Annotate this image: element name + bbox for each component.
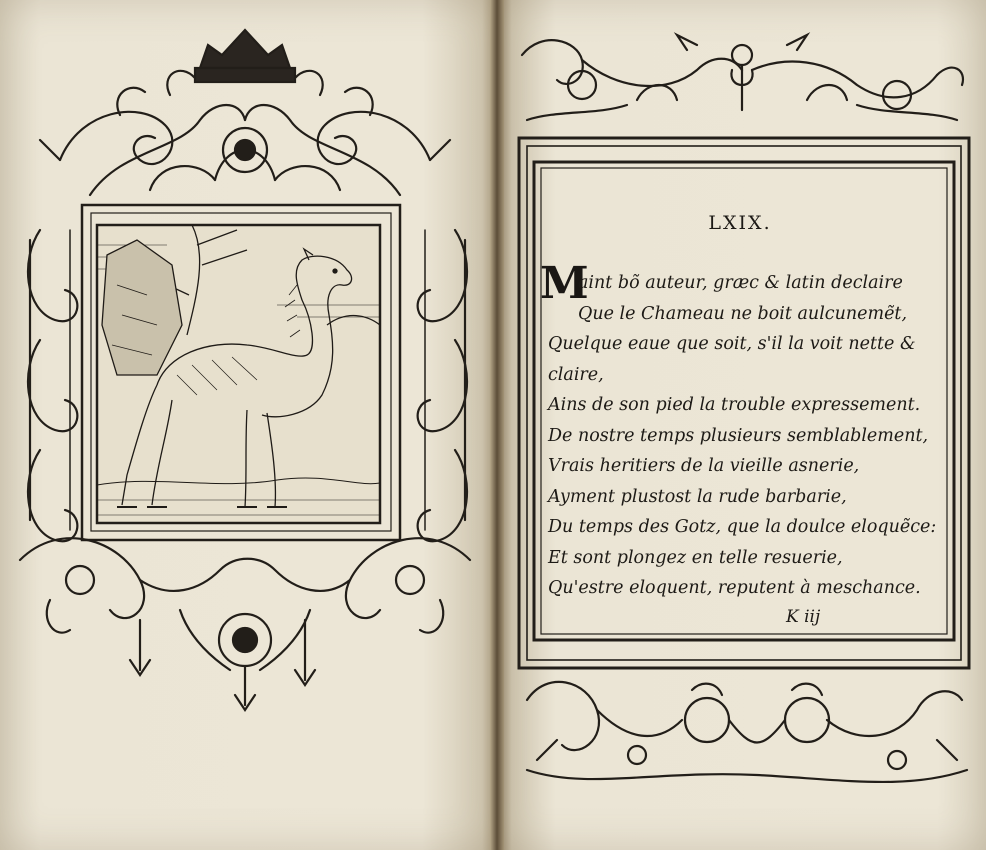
signature-mark: K iij	[786, 607, 821, 627]
verse-line: Ayment plustost la rude barbarie,	[548, 486, 847, 507]
verse-line: Quelque eaue que soit, s'il la voit nette &	[548, 334, 916, 354]
verse-line: Du temps des Gotz, que la doulce eloquẽce:	[548, 517, 937, 537]
verse-line: Vrais heritiers de la vieille asnerie,	[548, 456, 860, 476]
verse-text	[548, 268, 948, 604]
emblem-number-heading: LXIX.	[708, 212, 772, 234]
drop-cap-initial: M	[540, 258, 589, 309]
verse-line: aint bõ auteur, græc & latin declaire	[578, 273, 903, 293]
verse-line: Et sont plongez en telle resuerie,	[548, 547, 843, 568]
verse-line: Qu'estre eloquent, reputent à meschance.	[548, 578, 921, 598]
camel-woodcut-icon	[97, 225, 380, 523]
verse-line: claire,	[548, 364, 604, 385]
verse-line: Que le Chameau ne boit aulcunemẽt,	[578, 303, 908, 324]
verse-line: De nostre temps plusieurs semblablement,	[548, 425, 929, 446]
verse-line: Ains de son pied la trouble expressement.	[548, 395, 921, 415]
